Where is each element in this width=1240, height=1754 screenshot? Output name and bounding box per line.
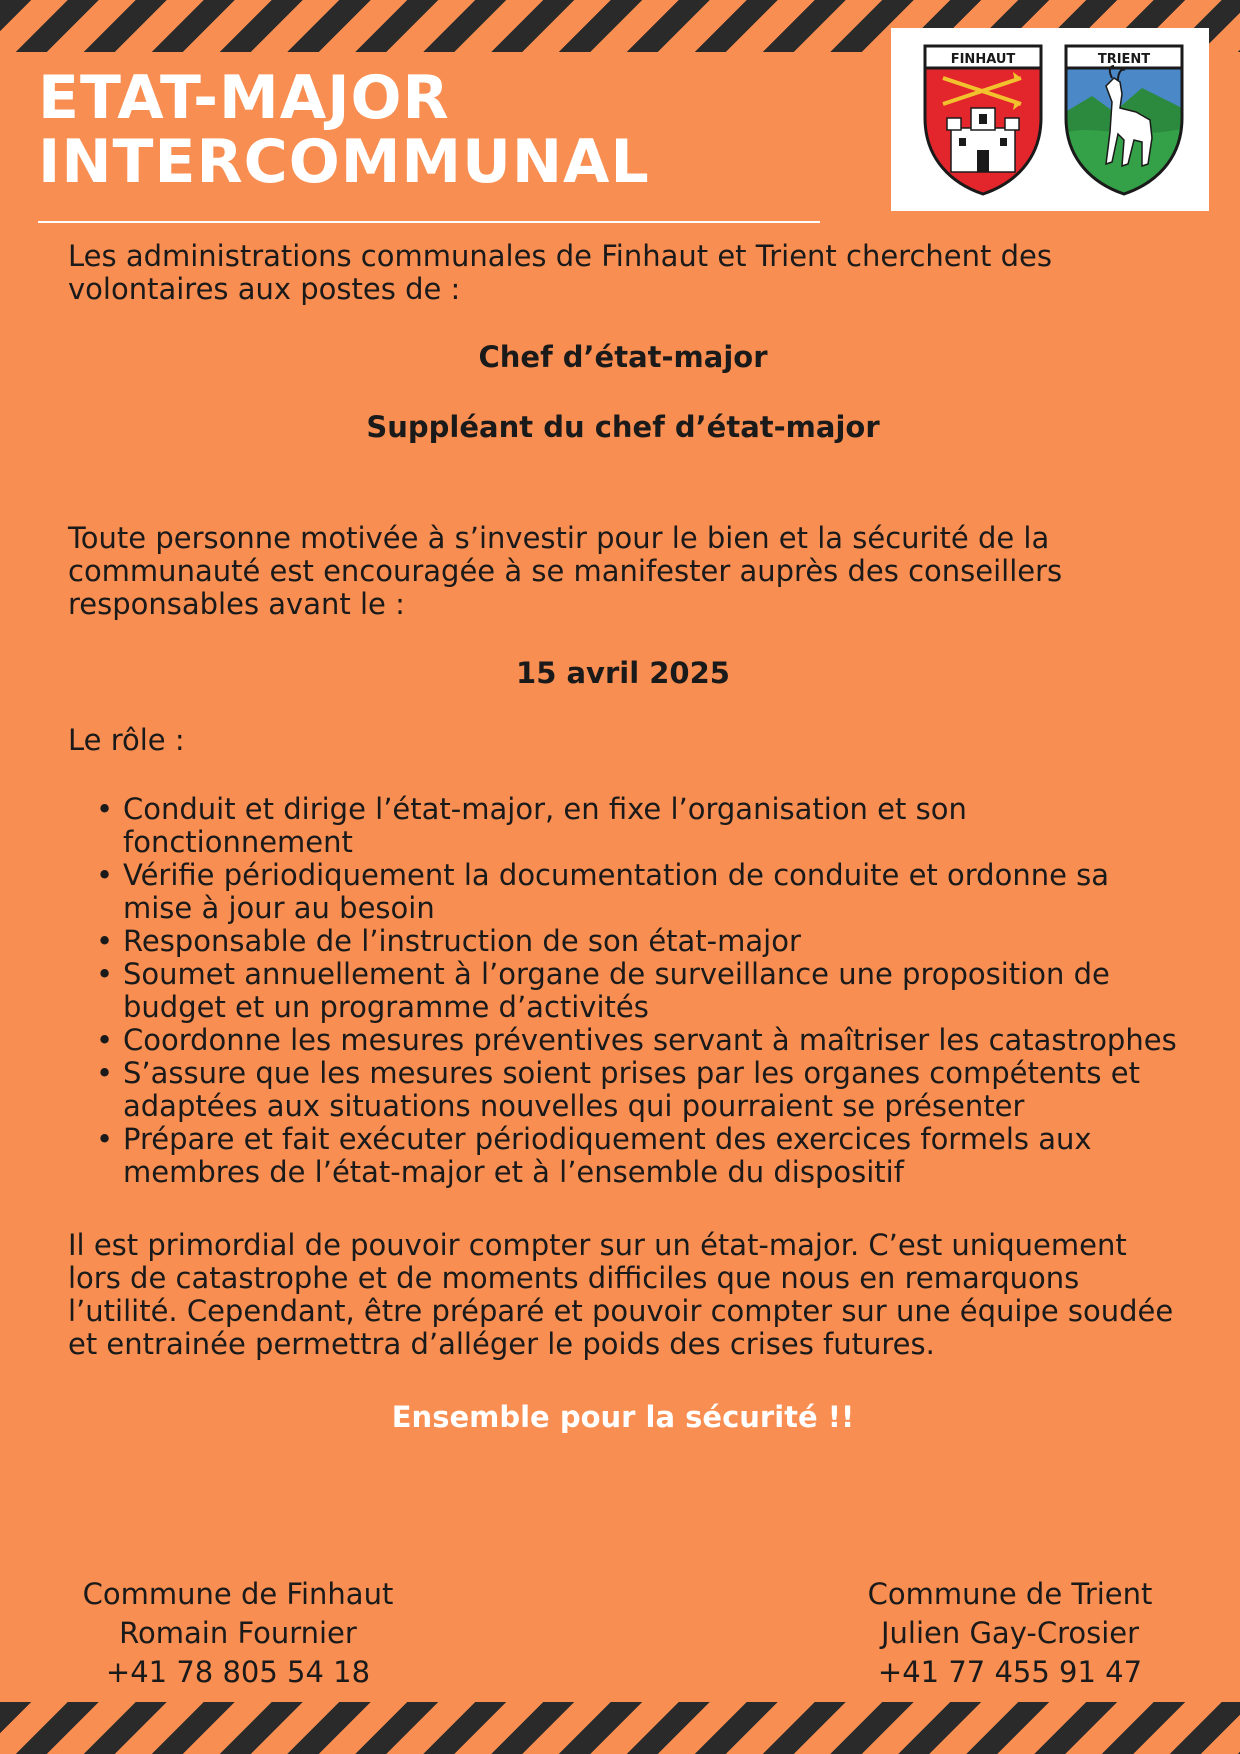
list-item: • S’assure que les mesures soient prises par les organes compétents et adaptées aux situations nouvelles qui pourraient se présenter bbox=[123, 1057, 1178, 1123]
contact-person: Romain Fournier bbox=[119, 1616, 357, 1650]
contact-commune: Commune de Finhaut bbox=[82, 1577, 394, 1611]
title-line-2: INTERCOMMUNAL bbox=[38, 127, 650, 197]
intro-text: Les administrations communales de Finhaut et Trient cherchent des volontaires aux postes de : bbox=[68, 239, 1052, 306]
deadline-date: 15 avril 2025 bbox=[516, 656, 730, 690]
trient-crest-label: TRIENT bbox=[1097, 52, 1151, 67]
contact-commune: Commune de Trient bbox=[867, 1577, 1153, 1611]
announcement-body bbox=[68, 240, 1178, 1434]
closing-text: Il est primordial de pouvoir compter sur un état-major. C’est uniquement lors de catastrophe et de moments difficiles que nous en remarquons l’utilité. Cependant, être préparé et pouvoir compter sur une équipe soudée et entrainée permettra d’alléger le poids des crises futures. bbox=[68, 1228, 1174, 1361]
contact-trient bbox=[830, 1575, 1190, 1692]
list-item: • Prépare et fait exécuter périodiquement des exercices formels aux membres de l’état-major et à l’ensemble du dispositif bbox=[123, 1123, 1178, 1189]
list-item: • Vérifie périodiquement la documentation de conduite et ordonne sa mise à jour au besoin bbox=[123, 859, 1178, 925]
trient-crest-icon bbox=[1062, 42, 1186, 198]
finhaut-crest-label: FINHAUT bbox=[950, 52, 1016, 67]
title-divider bbox=[38, 221, 820, 223]
contact-finhaut bbox=[58, 1575, 418, 1692]
finhaut-crest-icon bbox=[921, 42, 1045, 198]
list-item: • Conduit et dirige l’état-major, en fixe l’organisation et son fonctionnement bbox=[123, 793, 1178, 859]
post-title: Suppléant du chef d’état-major bbox=[366, 410, 880, 444]
role-list bbox=[68, 793, 1178, 1189]
slogan: Ensemble pour la sécurité !! bbox=[391, 1400, 855, 1434]
contact-person: Julien Gay-Crosier bbox=[880, 1616, 1140, 1650]
role-heading: Le rôle : bbox=[68, 723, 185, 757]
crests-panel bbox=[891, 28, 1209, 211]
title-line-1: ETAT-MAJOR bbox=[38, 63, 450, 133]
post-title: Chef d’état-major bbox=[478, 340, 768, 374]
list-item: • Coordonne les mesures préventives servant à maîtriser les catastrophes bbox=[123, 1024, 1178, 1057]
list-item: • Soumet annuellement à l’organe de surveillance une proposition de budget et un programme d’activités bbox=[123, 958, 1178, 1024]
page-title bbox=[38, 63, 650, 197]
contact-phone: +41 77 455 91 47 bbox=[877, 1655, 1143, 1689]
motivation-text: Toute personne motivée à s’investir pour le bien et la sécurité de la communauté est encouragée à se manifester auprès des conseillers responsables avant le : bbox=[68, 521, 1063, 621]
hazard-stripes-bottom bbox=[0, 1702, 1240, 1754]
contact-phone: +41 78 805 54 18 bbox=[105, 1655, 371, 1689]
list-item: • Responsable de l’instruction de son état-major bbox=[123, 925, 1178, 958]
